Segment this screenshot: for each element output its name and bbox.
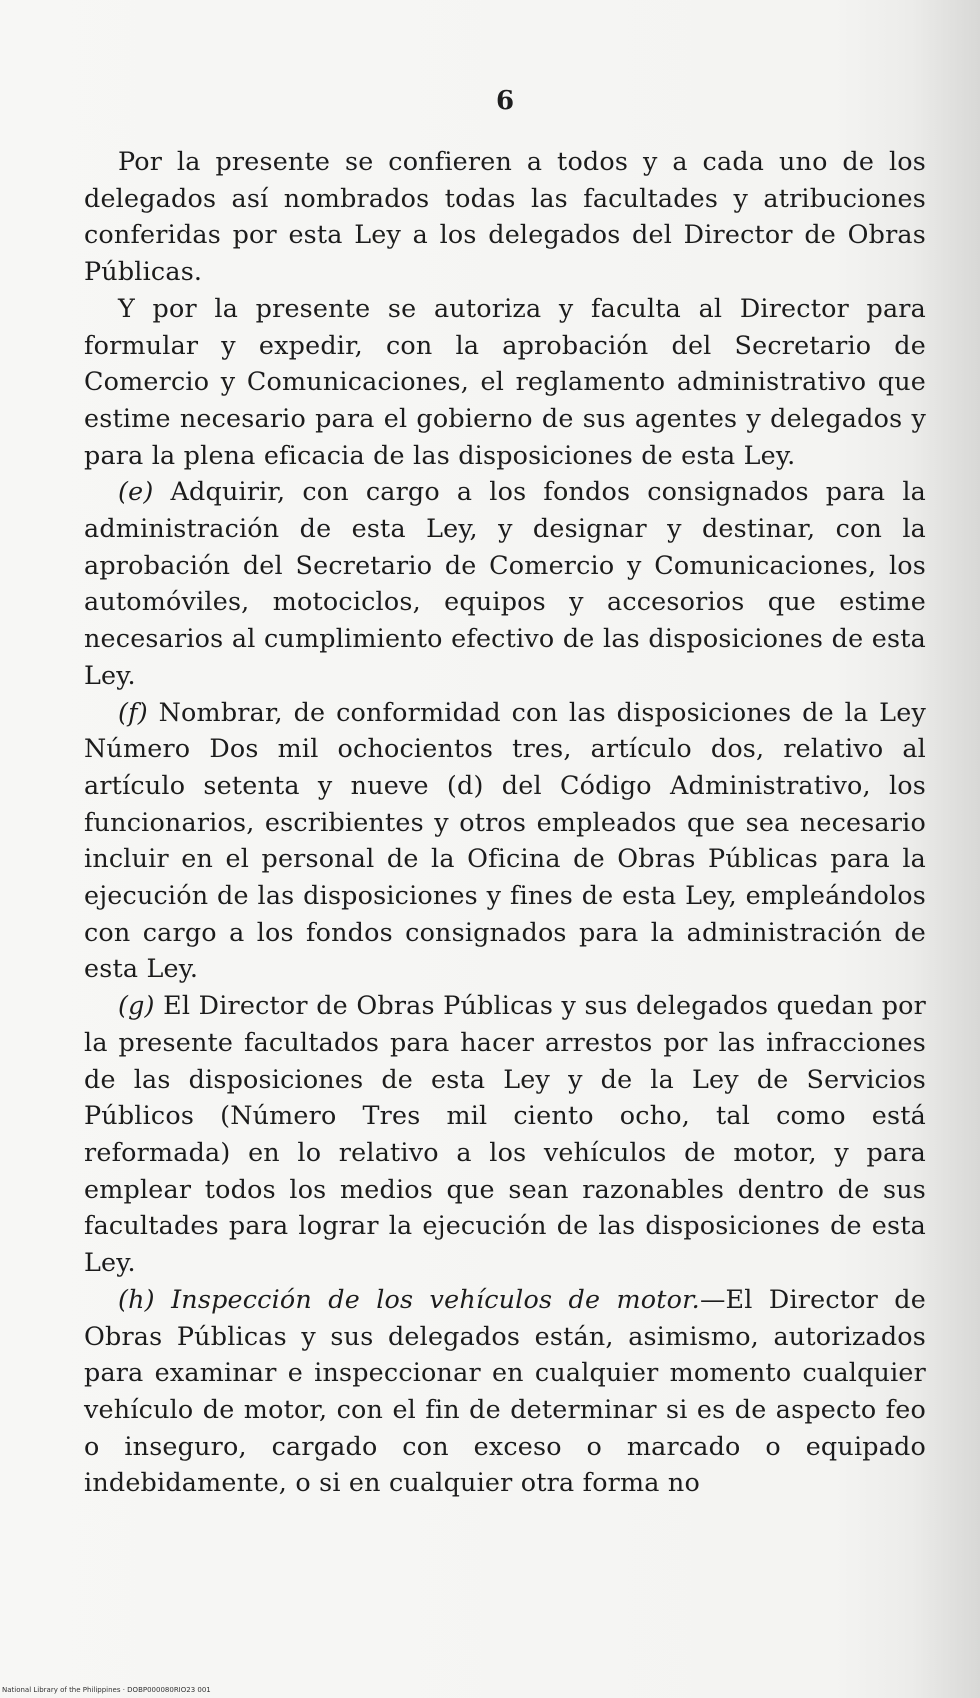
paragraph-text: Nombrar, de conformidad con las disposiciones de la Ley Número Dos mil ochocientos tres, artículo dos, relativo al artículo setenta y nueve (d) del Código Administrativo, los funcionarios, escribientes y otros empleados que sea necesario incluir en el personal de la Oficina de Obras Públicas para la ejecución de las disposiciones y fines de esta Ley, empleándolos con cargo a los fondos consignados para la administración de esta Ley. xyxy=(84,696,926,984)
paragraph-f xyxy=(84,694,926,988)
paragraph-g xyxy=(84,987,926,1281)
paragraph-text: Y por la presente se autoriza y faculta al Director para formular y expedir, con la aprobación del Secretario de Comercio y Comunicaciones, el reglamento administrativo que estime necesario para el gobierno de sus agentes y delegados y para la plena eficacia de las disposiciones de esta Ley. xyxy=(84,292,926,470)
page-number: 6 xyxy=(495,86,515,116)
body-text xyxy=(84,143,926,1501)
clause-label: (h) xyxy=(118,1283,155,1314)
paragraph-text: —El Director de Obras Públicas y sus delegados están, asimismo, autorizados para examinar e inspeccionar en cualquier momento cualquier vehículo de motor, con el fin de determinar si es de aspecto feo o inseguro, cargado con exceso o marcado o equipado indebidamente, o si en cualquier otra forma no xyxy=(84,1283,926,1498)
paragraph-delegados xyxy=(84,143,926,290)
scan-footer: National Library of the Philippines · DOBP000080RIO23 001 xyxy=(2,1686,211,1694)
clause-label: (e) xyxy=(118,476,154,507)
paragraph-h xyxy=(84,1281,926,1501)
paragraph-e xyxy=(84,473,926,693)
clause-label: (f) xyxy=(118,696,148,727)
paragraph-text: Por la presente se confieren a todos y a cada uno de los delegados así nombrados todas las facultades y atribuciones conferidas por esta Ley a los delegados del Director de Obras Públicas. xyxy=(84,146,926,287)
clause-heading: Inspección de los vehículos de motor. xyxy=(171,1283,700,1314)
paragraph-text: El Director de Obras Públicas y sus delegados quedan por la presente facultados para hacer arrestos por las infracciones de las disposiciones de esta Ley y de la Ley de Servicios Públicos (Número Tres mil ciento ocho, tal como está reformada) en lo relativo a los vehículos de motor, y para emplear todos los medios que sean razonables dentro de sus facultades para lograr la ejecución de las disposiciones de esta Ley. xyxy=(84,990,926,1278)
paragraph-reglamento xyxy=(84,290,926,474)
paragraph-text: Adquirir, con cargo a los fondos consignados para la administración de esta Ley, y designar y destinar, con la aprobación del Secretario de Comercio y Comunicaciones, los automóviles, motociclos, equipos y accesorios que estime necesarios al cumplimiento efectivo de las disposiciones de esta Ley. xyxy=(84,476,926,690)
clause-label: (g) xyxy=(118,990,155,1021)
